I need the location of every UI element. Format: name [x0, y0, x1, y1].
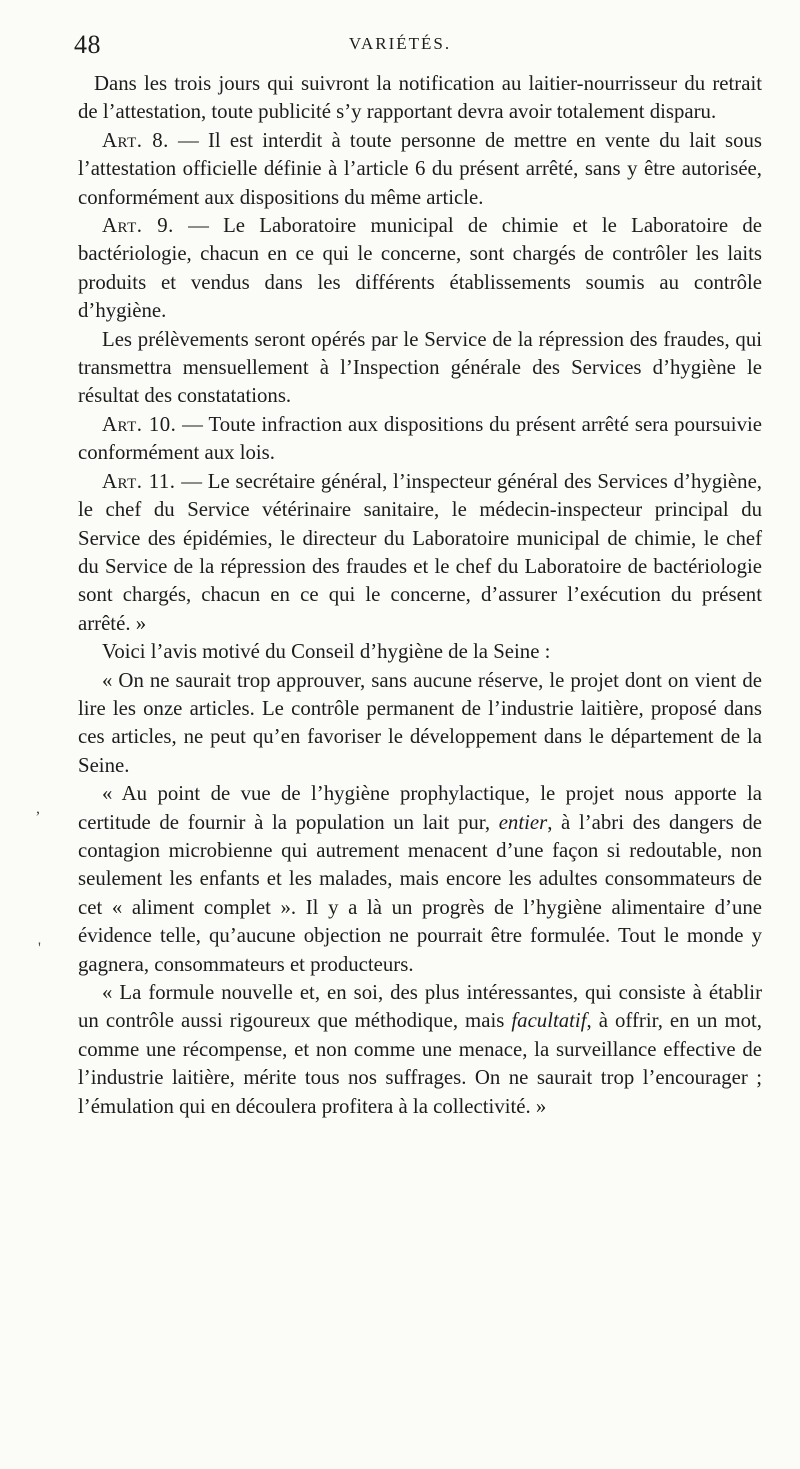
paragraph-article-9	[78, 212, 762, 326]
margin-mark: ,	[36, 800, 40, 817]
quote-text: , à l’abri des dangers de contagion microbienne qui autrement menacent d’une façon si redoutable, non seulement les enfants et les malades, mais encore les adultes consommateurs de cet « aliment complet ». Il y a là un progrès de l’hygiène alimentaire d’une évidence telle, qu’aucune objection ne pourrait être formulée. Tout le monde y gagnera, consommateurs et producteurs.	[78, 810, 762, 976]
quote-text: « La formule nouvelle et, en soi, des plus intéressantes, qui consiste à établir un contrôle aussi rigoureux que méthodique, mais	[78, 981, 762, 1033]
body-text	[78, 70, 762, 1121]
paragraph-quote-1: « On ne saurait trop approuver, sans aucune réserve, le projet dont on vient de lire les onze articles. Le contrôle permanent de l’industrie laitière, proposé dans ces articles, ne peut qu’en favoriser le développement dans le département de la Seine.	[78, 668, 762, 777]
paragraph-prelevements: Les prélèvements seront opérés par le Service de la répression des fraudes, qui transmettra mensuellement à l’Inspection générale des Services d’hygiène le résultat des constatations.	[78, 327, 762, 408]
paragraph-article-11	[78, 468, 762, 638]
italic-word: entier	[498, 810, 548, 834]
article-label: Art. 9.	[102, 214, 174, 238]
page-number: 48	[74, 30, 101, 59]
running-title: VARIÉTÉS.	[348, 34, 452, 53]
paragraph-continuation: Dans les trois jours qui suivront la notification au laitier-nourrisseur du retrait de l’attestation, toute publicité s’y rapportant devra avoir totalement disparu.	[78, 72, 762, 124]
italic-word: facultatif	[511, 1009, 587, 1033]
paragraph-quote-3	[78, 979, 762, 1121]
margin-mark: '	[38, 940, 41, 957]
paragraph-avis: Voici l’avis motivé du Conseil d’hygiène de la Seine :	[102, 640, 551, 664]
paragraph-article-8	[78, 127, 762, 212]
quote-text: , à offrir, en un mot, comme une récompense, et non comme une menace, la surveillance effective de l’industrie laitière, mérite tous nos suffrages. On ne saurait trop l’encourager ; l’émulation qui en découlera profitera à la collectivité. »	[78, 1009, 762, 1118]
paragraph-quote-2	[78, 780, 762, 979]
paragraph-article-10	[78, 411, 762, 468]
article-text: — Le secrétaire général, l’inspecteur général des Services d’hygiène, le chef du Service vétérinaire sanitaire, le médecin-inspecteur principal du Service des épidémies, le directeur du Laboratoire municipal de chimie, le chef du Service de la répression des fraudes et le chef du Laboratoire de bactériologie sont chargés, chacun en ce qui le concerne, d’assurer l’exécution du présent arrêté. »	[78, 469, 762, 635]
article-text: — Il est interdit à toute personne de mettre en vente du lait sous l’attestation officielle définie à l’article 6 du présent arrêté, sans y être autorisée, conformément aux dispositions du même article.	[78, 128, 762, 209]
article-label: Art. 8.	[102, 128, 169, 152]
article-label: Art. 11.	[102, 469, 176, 493]
article-label: Art. 10.	[102, 412, 177, 436]
quote-text: « Au point de vue de l’hygiène prophylactique, le projet nous apporte la certitude de fournir à la population un lait pur,	[78, 782, 762, 834]
article-text: — Le Laboratoire municipal de chimie et le Laboratoire de bactériologie, chacun en ce qui le concerne, sont chargés de contrôler les laits produits et vendus dans les différents établissements soumis au contrôle d’hygiène.	[78, 214, 762, 323]
article-text: — Toute infraction aux dispositions du présent arrêté sera poursuivie conformément aux lois.	[78, 412, 762, 465]
